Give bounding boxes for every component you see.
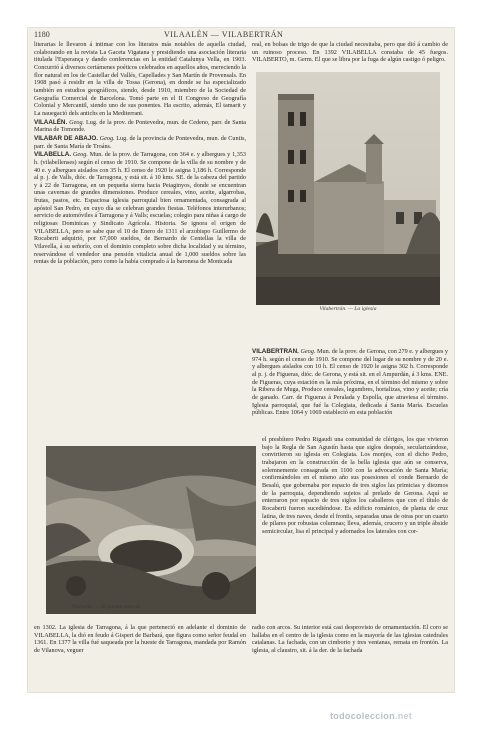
paragraph: real, en bolsas de trigo de que la ciudad necesitaba, pero que dió á cambio de un ruinoso proceso. En 1392 VILABELLA constaba de 45 fuegos. VILABERTO, m. Germ. El que se libra por la fuga de algún castigo ó peligro.: [252, 41, 448, 64]
paragraph: [34, 41, 246, 118]
entry-gram: Geog.: [300, 348, 316, 355]
watermark-text: todocoleccion: [330, 711, 395, 721]
entry-gram: Geog.: [72, 151, 88, 159]
page-number: 1180: [34, 30, 50, 39]
church-caption: Vilabertrán. — La iglesia: [319, 306, 377, 312]
entry-headword: VILABELLA.: [34, 151, 72, 159]
natural-bridge-photo: [46, 446, 256, 614]
entry-text: Mun. de la prov. de Gerona, con 279 e. y albergues y 974 h. según el censo de 1910. Se compone del lugar de su nombre y de 20 e. y albergues aislados con 10 h. El censo de 1920 le asigna 302 h. Corresponde al p. j. de Figueras, dióc. de Gerona, y está sit. en el Ampurdán, á 3 kms. ENE. de Figueras, cuya estación es la más próxima, en el término del mismo y sobre la Ribera de Muga, Produce cereales, legumbres, hortalizas, vino y aceite; cría de ganado. Carr. de Figueras á Peralada y Espolla, que atraviesa el término. Iglesia parroquial, que fué la Colegiata, dedicada á Santa María. Escuelas públicas. Entre 1064 y 1069 estableció en esta población: [252, 348, 448, 417]
entry-vilabella: [34, 151, 246, 266]
right-column-entry: [252, 348, 448, 436]
church-photo: [256, 72, 440, 305]
entry-gram: Geog.: [69, 118, 85, 126]
entry-vilabar: [34, 135, 246, 150]
right-column-middle: [262, 436, 448, 622]
entry-text: Lug. de la provincia de Pontevedra, mun. de Cuntis, parr. de Santa María de Troáns.: [34, 134, 246, 150]
church-illustration: [256, 72, 440, 305]
entry-headword: VILAALÉN.: [34, 118, 68, 126]
bridge-illustration: [46, 446, 256, 614]
entry-vilaalen: [34, 119, 246, 134]
paragraph: en 1302. La iglesia de Tarragona, á la que perteneció en adelante el dominio de VILABELLA, la dió en feudo á Gispert de Barbará, que figura como señor feudal en 1361. En 1377 la villa fué saqueada por la hueste de Tarragona, mandada por Ramón de Vilanova, veguer: [34, 624, 246, 654]
entry-text: Lug. de la prov. de Pontevedra, mun. de Cedeno, parr. de Santa Marina de Tomonde.: [34, 118, 246, 134]
left-column-bottom: [34, 624, 246, 664]
entry-headword: VILABERTRÁN.: [252, 348, 299, 355]
watermark-logo: [330, 711, 412, 721]
paragraph: radio con arcos. Su interior está casi desprovisto de ornamentación. El coro se hallaba en el centro de la iglesia como en la mayoría de las iglesias catedrales catalanas. La fachada, con un cimborio y tres ventanas, remata en frontón. La iglesia, al claustro, sit. á la der. de la fachada: [252, 624, 448, 654]
bridge-caption: Vilabella. — El puente natural: [71, 604, 141, 610]
running-title: VILAALÉN — VILABERTRÁN: [164, 30, 284, 39]
entry-gram: Geog.: [99, 134, 115, 142]
entry-vilabertran: [252, 348, 448, 417]
paragraph: el presbítero Pedro Rigaudi una comunidad de clérigos, los que vivieron bajo la Regla de San Agustín hasta que siglos después, secularizándose, convirtieron su iglesia en Colegiata. Los monjes, con el dicho Pedro, trabajaron en la construcción de la bella iglesia que aún se conserva, solemnemente consagrada en 1100 con la advocación de Santa María; confirmándoles en el mismo año sus posesiones el conde Bernardo de Besalú, que gobernaba por espacio de tres siglos las primicias y diezmos de la parroquia, dependiendo sujetos al prelado de Gerona. Aquí se enterraron por espacio de tres siglos los caballeros que con el título de Rocaberti fueron sucediéndose. Es edificio románico, de planta de cruz latina, de tres naves, desde el frontis, separadas unas de otras por un cuarto de pilares por robustas columnas; lleva, además, crucero y un triple ábside semicircular, lisa el principal y adornados los laterales con cor-: [262, 436, 448, 535]
entry-headword: VILABAR DE ABAJO.: [34, 134, 99, 142]
right-column-top: [252, 41, 448, 69]
left-column: [34, 41, 246, 436]
entry-text: Mun. de la prov. de Tarragona, con 364 e. y albergues y 1,353 h. (vilabellenses) según el censo de 1910. Se compone de la villa de su nombre y de 40 e. y albergues aislados con 35 h. El censo de 1920 le asigna 1,186 h. Corresponde al p. j. de Valls, dióc. de Tarragona, y está sit. á 10 kms. SE. de la cabeza del partido y á 22 de Tarragona, en un pequeña sierra hacia Peiaginyos, donde se encuentran unas cavernas de grandes dimensiones. Produce cereales, vino, aceite, algarrobas, frutas, pastos, etc. Espaciosa iglesia parroquial bien ornamentada, consagrada al apóstol San Pedro, en cuyo día se celebran grandes fiestas. Teléfonos interurbanos; servicio de automóviles á Tarragona y á Valls; escuelas; colegio para niñas á cargo de religiosas Dominicas y Sindicato Agrícola. Historia. Se ignora el origen de VILABELLA, pero se sabe que el 10 de Enero de 1311 el arzobispo Guillermo de Rocaberti adquirió, por 67,000 sueldos, de Bernardo de Centellas la villa de Vilavella, á su señorío, con el dominio completo sobre dicha localidad y su término, reservándose el vendedor una pensión vitalicia anual de 1,000 sueldos sobre las rentas de la población, pero como la había comprado á la baronesa de Montcada: [34, 151, 246, 266]
watermark-suffix: .net: [394, 711, 413, 721]
paragraph-text: literarias le llevaron á intimar con los literatos más notables de aquella ciudad, colaborando en la revista La Gaceta Vigatana y presidiendo una asociación literaria titulada l'Esperança y dando conferencias en la entidad Catalunya Vella, en 1903. Concurrió á diversos certámenes poéticos celebrados en aquellos años, mereciendo la flor natural en los de Castellar del Vallés, Capellades y San Martín de Provensals. En 1908 pasó á residir en la villa de Tossa (Gerona), en donde se ha especializado también en estudios geográficos, siendo, desde 1910, miembro de la Sociedad de Geografía Comercial de Barcelona. Tomó parte en el II Congreso de Geografía Colonial y Mercantil, siendo uno de sus ponentes. Ha escrito, además, El tamarit y La nauegació dels antichs en la Mediterrani.: [34, 41, 246, 117]
right-column-bottom: [252, 624, 448, 664]
